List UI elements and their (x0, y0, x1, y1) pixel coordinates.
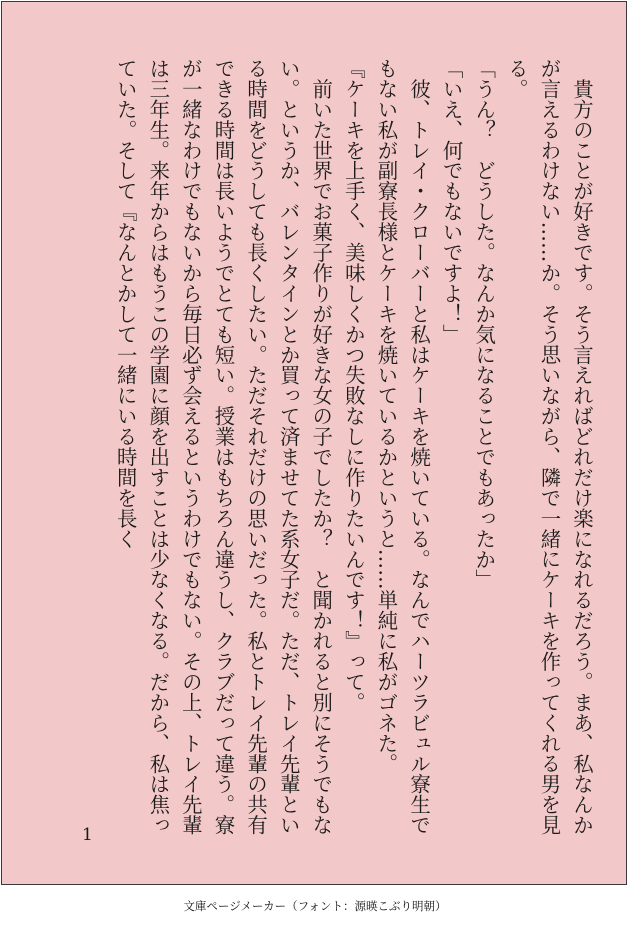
footer-caption: 文庫ページメーカー（フォント：源暎こぶり明朝） (183, 899, 447, 913)
paragraph-3: 「いえ、何でもないですよ！」 (439, 58, 464, 345)
paragraph-5: 『ケーキを上手く、美味しくかつ失敗なしに作りたいんです！』って。 (341, 58, 366, 713)
book-page (1, 1, 627, 885)
paragraph-2: 「うん？ どうした。なんか気になることでもあったか」 (472, 58, 497, 590)
vertical-text-body (109, 58, 598, 836)
page-number: 1 (82, 825, 93, 845)
paragraph-4: 彼、トレイ・クローバーと私はケーキを焼いている。なんでハーツラビュル寮生でもない私が副寮長様とケーキを焼いているかというと……単純に私がゴネた。 (374, 58, 432, 836)
paragraph-6: 前いた世界でお菓子作りが好きな女の子でしたか？ と聞かれると別にそうでもない。というか、バレンタインとか買って済ませてた系女子だ。ただ、トレイ先輩といる時間をどうしても長くしたい。ただそれだけの思いだった。私とトレイ先輩の共有できる時間は長いようでとても短い。授業はもちろん違うし、クラブだって違う。寮が一緒なわけでもないから毎日必ず会えるというわけでもない。その上、トレイ先輩は三年生。来年からはもうこの学園に顔を出すことは少なくなる。だから、私は焦っていた。そして『なんとかして一緒にいる時間を長く (113, 58, 334, 836)
paragraph-1: 貴方のことが好きです。そう言えればどれだけ楽になれるだろう。まあ、私なんかが言えるわけない……か。そう思いながら、隣で一緒にケーキを作ってくれる男を見る。 (504, 58, 594, 836)
